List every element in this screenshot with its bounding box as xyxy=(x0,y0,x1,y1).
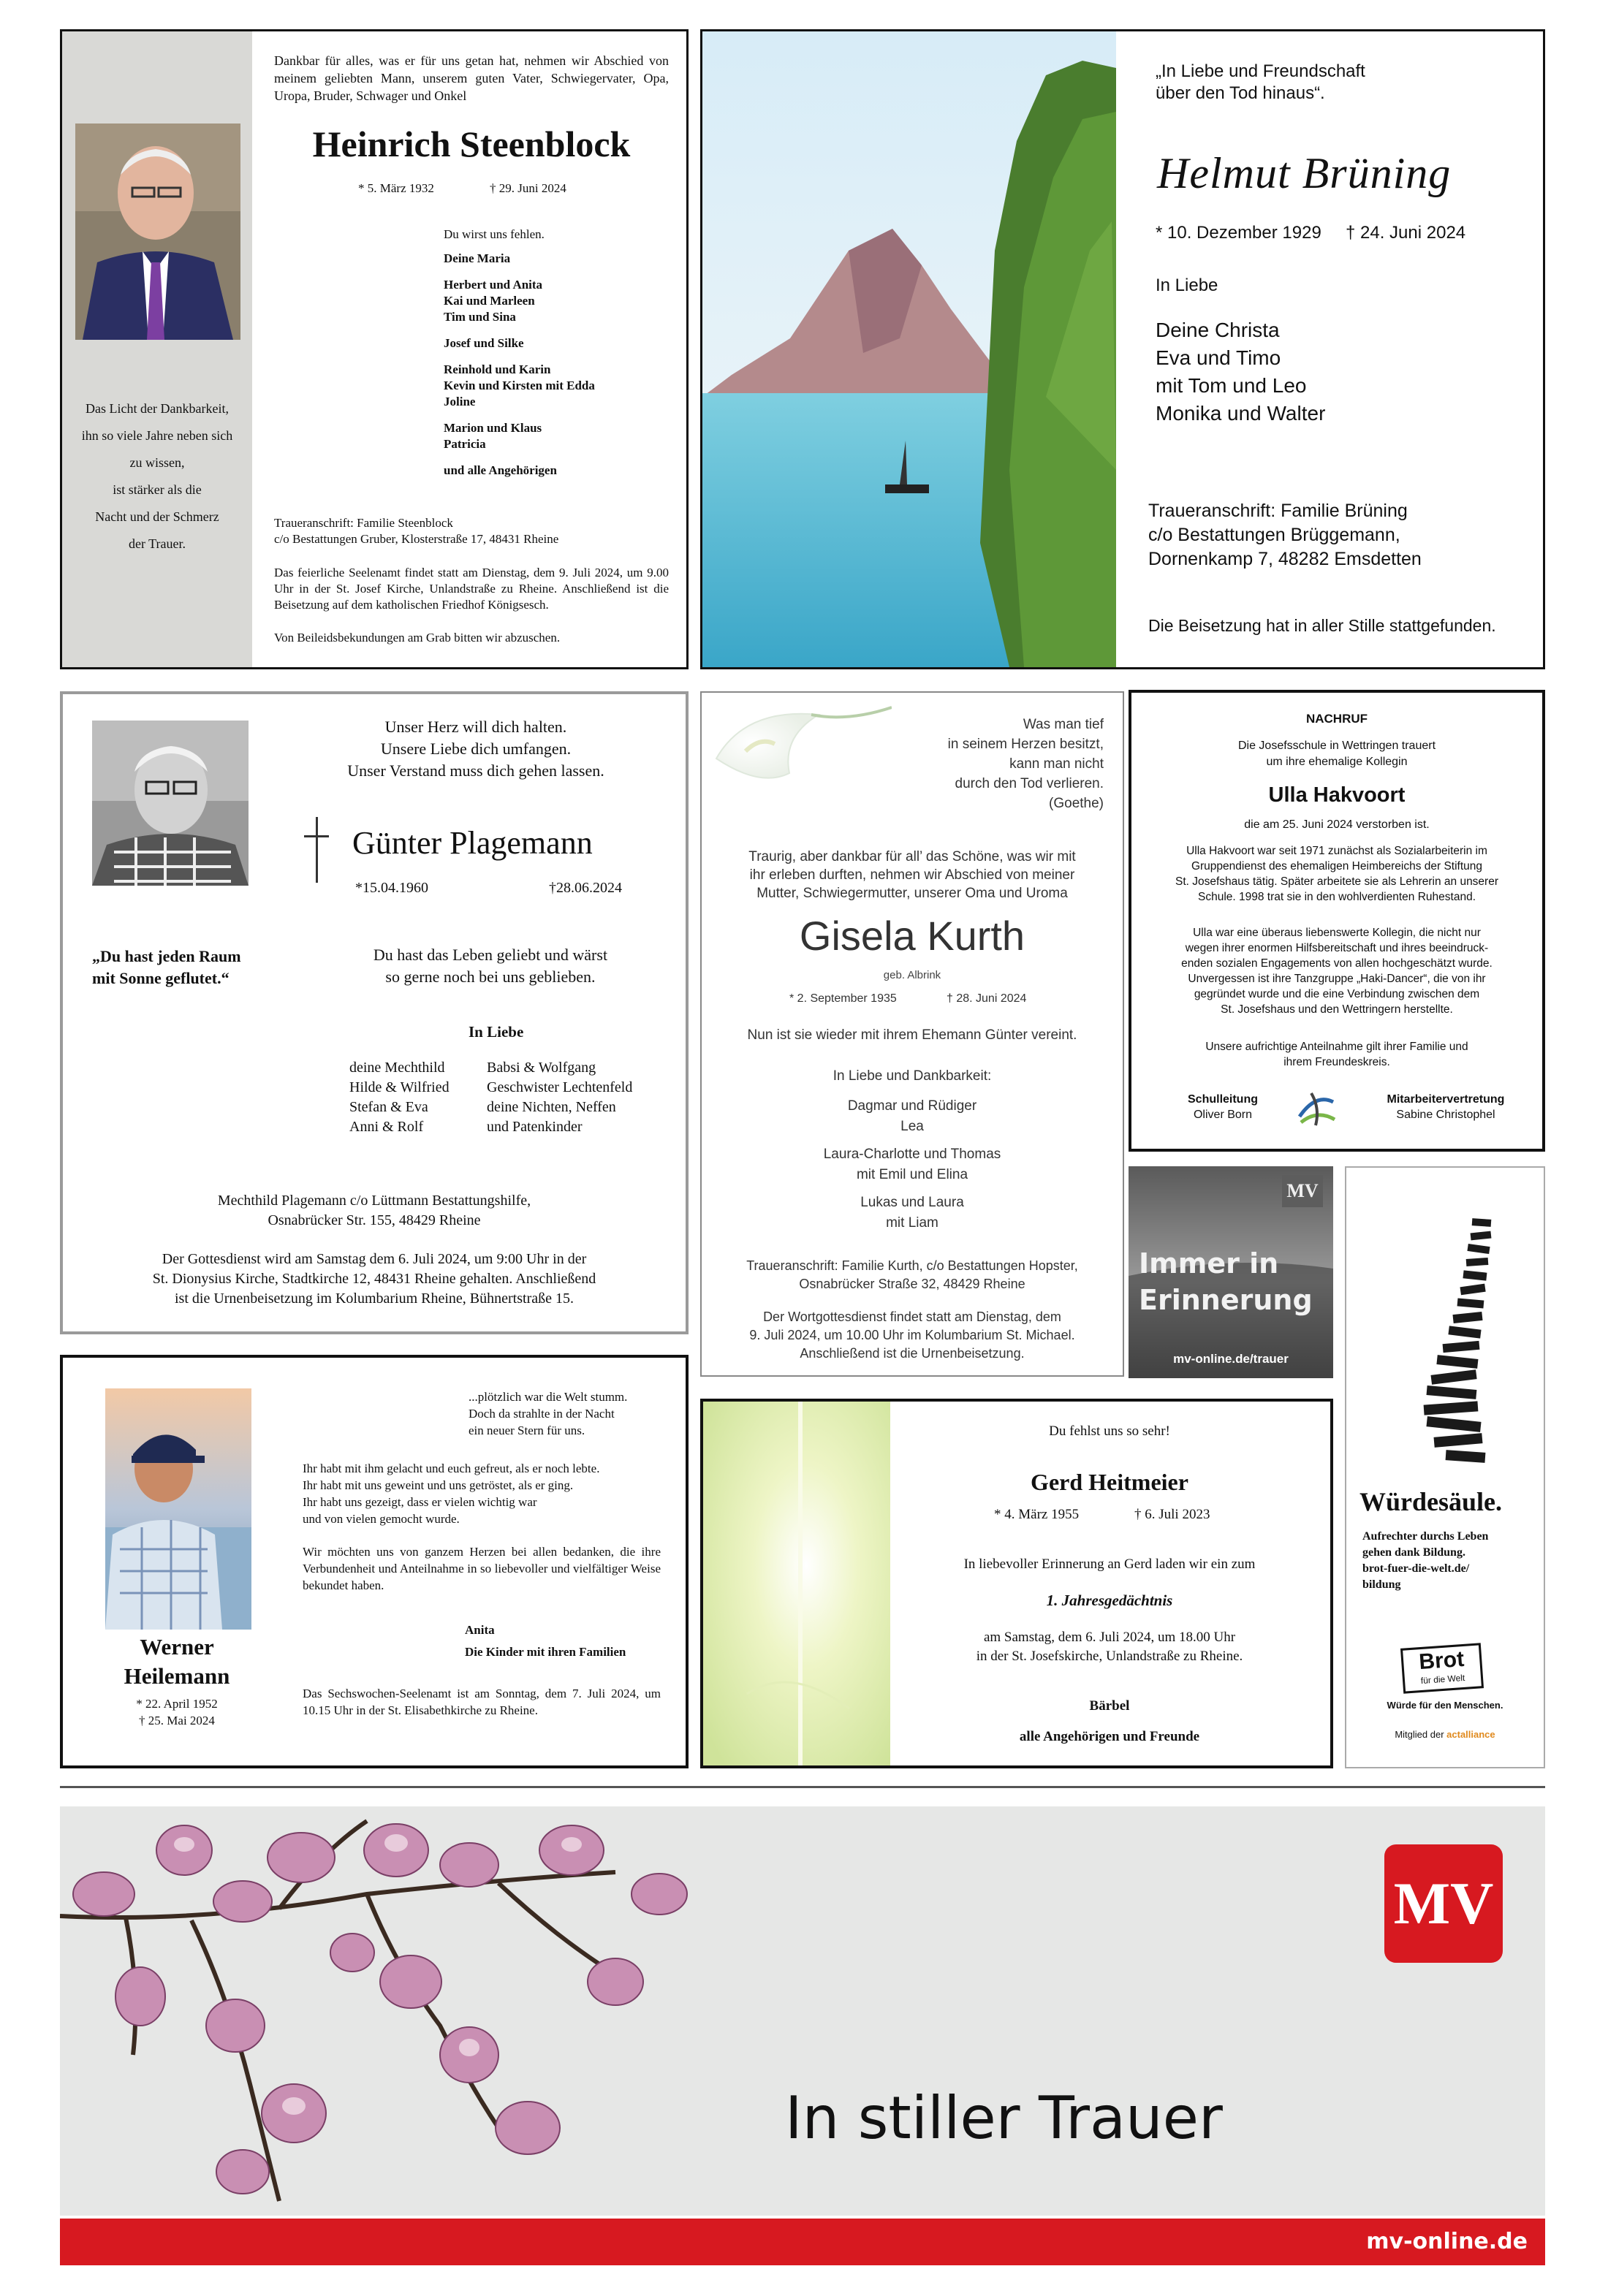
verse-line: Unser Herz will dich halten. xyxy=(384,718,567,736)
quote-line: „In Liebe und Freundschaft xyxy=(1156,61,1365,81)
birth-name: geb. Albrink xyxy=(883,969,941,981)
paragraph-line: gegründet wurde und die eine Verbindung zwischen dem xyxy=(1194,988,1480,1000)
family-item: deine Mechthild xyxy=(349,1060,445,1076)
actalliance-text: actalliance xyxy=(1446,1729,1495,1740)
paragraph-line: Schule. 1998 trat sie in den wohlverdienten Ruhestand. xyxy=(1198,891,1476,903)
deceased-name: Ulla Hakvoort xyxy=(1268,783,1406,807)
side-quote xyxy=(92,946,241,989)
death-date: † 29. Juni 2024 xyxy=(490,181,566,195)
quote xyxy=(1156,61,1365,104)
family-item: Monika und Walter xyxy=(1156,402,1326,425)
obituary-heitmeier xyxy=(700,1399,1333,1768)
paragraph-line: ihrem Freundeskreis. xyxy=(1283,1056,1390,1068)
obituary-hakvoort xyxy=(1129,690,1545,1152)
mv-trauer-promo[interactable] xyxy=(1129,1166,1333,1378)
family-item: Stefan & Eva xyxy=(349,1099,428,1115)
family-item: mit Tom und Leo xyxy=(1156,374,1307,397)
signature-2 xyxy=(1358,1092,1533,1122)
family-item: Anni & Rolf xyxy=(349,1119,424,1135)
family-item: Hilde & Wilfried xyxy=(349,1079,450,1095)
death-date: † 6. Juli 2023 xyxy=(1134,1507,1210,1522)
thanks-line: In Liebe und Dankbarkeit: xyxy=(833,1068,992,1084)
mv-logo: MV xyxy=(1384,1844,1503,1963)
light-photo xyxy=(703,1402,890,1765)
side-quote xyxy=(62,395,252,558)
intro-line: Mutter, Schwiegermutter, unserer Oma und Uroma xyxy=(756,886,1068,901)
intro-text xyxy=(702,848,1123,902)
member-line xyxy=(1346,1729,1544,1740)
paragraph-3 xyxy=(1131,1039,1542,1070)
quote-line: Das Licht der Dankbarkeit, xyxy=(86,401,229,416)
family-item: Babsi & Wolfgang xyxy=(487,1060,596,1076)
address-line: Dornenkamp 7, 48282 Emsdetten xyxy=(1148,549,1422,569)
family-item: Kevin und Kirsten mit Edda xyxy=(444,379,595,392)
family-item: Kai und Marleen xyxy=(444,294,535,308)
promo-line: Immer in xyxy=(1139,1247,1279,1280)
family-list xyxy=(1156,316,1325,427)
death-date: † 28. Juni 2024 xyxy=(947,992,1027,1005)
text: In liebevoller Erinnerung an Gerd laden wir ein zum xyxy=(963,1556,1256,1572)
promo-line: Erinnerung xyxy=(1139,1284,1313,1316)
address-line: Traueranschrift: Familie Brüning xyxy=(1148,501,1408,521)
signature-title: Mitarbeitervertretung xyxy=(1387,1093,1505,1106)
signature-1 xyxy=(1161,1092,1285,1122)
quote-line: „Du hast jeden Raum xyxy=(92,947,241,965)
signature-line: Bärbel xyxy=(1089,1698,1130,1714)
family-item: Patricia xyxy=(444,437,486,451)
family-item: Lea xyxy=(900,1119,924,1134)
quote-line: Nacht und der Schmerz xyxy=(95,509,219,524)
family-item: Eva und Timo xyxy=(1156,346,1281,369)
family-item: Reinhold und Karin xyxy=(444,362,551,376)
ad-text-line: Aufrechter durchs Leben xyxy=(1362,1530,1489,1543)
text-line: Du hast das Leben geliebt und wärst xyxy=(373,946,608,964)
service-line: 9. Juli 2024, um 10.00 Uhr im Kolumbarium St. Michael. xyxy=(749,1328,1075,1342)
death-date: †28.06.2024 xyxy=(549,880,622,896)
ad-title: Würdesäule. xyxy=(1359,1487,1503,1516)
quote-line: ihn so viele Jahre neben sich xyxy=(81,428,233,443)
address-line: Traueranschrift: Familie Kurth, c/o Bestattungen Hopster, xyxy=(746,1258,1078,1273)
obituary-plagemann xyxy=(60,691,689,1334)
service-line: Anschließend ist die Urnenbeisetzung. xyxy=(800,1346,1025,1361)
family-item: mit Emil und Elina xyxy=(856,1167,968,1182)
miss-line: Du fehlst uns so sehr! xyxy=(1049,1423,1170,1439)
family-item: Laura-Charlotte und Thomas xyxy=(823,1147,1001,1162)
intro-line: Traurig, aber dankbar für all’ das Schöne, was wir mit xyxy=(748,849,1076,864)
footer-bar xyxy=(60,2219,1545,2265)
ad-text xyxy=(1362,1529,1488,1593)
banner-title: In stiller Trauer xyxy=(785,2084,1223,2152)
family-list xyxy=(702,1096,1123,1233)
text-line: so gerne noch bei uns geblieben. xyxy=(385,968,596,986)
verse xyxy=(282,716,670,782)
lily-photo xyxy=(702,693,892,802)
family-item: Josef und Silke xyxy=(444,336,524,350)
ad-text-line[interactable]: brot-fuer-die-welt.de/ xyxy=(1362,1562,1470,1575)
family-item: Marion und Klaus xyxy=(444,421,542,435)
family-item: Herbert und Anita xyxy=(444,278,543,292)
paragraph-line: Unsere aufrichtige Anteilnahme gilt ihrer Familie und xyxy=(1205,1041,1468,1053)
death-line: die am 25. Juni 2024 verstorben ist. xyxy=(1244,818,1430,831)
brot-fuer-die-welt-ad xyxy=(1345,1166,1545,1768)
family-item: mit Liam xyxy=(886,1215,938,1231)
family-list xyxy=(444,251,595,479)
reunited-line: Nun ist sie wieder mit ihrem Ehemann Günter vereint. xyxy=(747,1027,1077,1043)
family-item: Tim und Sina xyxy=(444,310,516,324)
portrait-photo xyxy=(105,1388,251,1630)
intro-line: Die Josefsschule in Wettringen trauert xyxy=(1237,740,1436,752)
signatures xyxy=(465,1619,626,1663)
birth-date: * 5. März 1932 xyxy=(358,181,434,195)
service-text xyxy=(890,1628,1329,1666)
quote-line: zu wissen, xyxy=(129,455,185,470)
service-text xyxy=(63,1250,686,1309)
paragraph-line: wegen ihrer enormen Hilfsbereitschaft und ihres beeindruck- xyxy=(1185,942,1489,954)
family-item: und Patenkinder xyxy=(487,1119,583,1135)
address-line: Mechthild Plagemann c/o Lüttmann Bestattungshilfe, xyxy=(217,1193,531,1209)
verse-line: durch den Tod verlieren. xyxy=(955,776,1104,791)
obituary-bruening xyxy=(700,29,1545,669)
verse xyxy=(877,715,1104,813)
in-liebe: In Liebe xyxy=(1156,275,1218,295)
paragraph-line: Ulla Hakvoort war seit 1971 zunächst als Sozialarbeiterin im xyxy=(1186,845,1487,857)
quote-line: mit Sonne geflutet.“ xyxy=(92,969,230,987)
mourning-address xyxy=(702,1257,1123,1293)
death-date: † 24. Juni 2024 xyxy=(1346,223,1466,243)
paragraph-line: Ihr habt mit ihm gelacht und euch gefreut, als er noch lebte. xyxy=(303,1461,600,1475)
brot-logo xyxy=(1400,1643,1484,1694)
portrait-photo xyxy=(92,721,249,886)
family-item: Joline xyxy=(444,395,476,408)
quote-line: ist stärker als die xyxy=(113,482,202,497)
birth-date: * 22. April 1952 xyxy=(136,1697,218,1711)
paragraph-line: Unvergessen ist ihre Tanzgruppe „Haki-Dancer“, die von ihr xyxy=(1188,973,1486,985)
dates xyxy=(82,1695,272,1729)
verse xyxy=(469,1388,627,1439)
mourning-address xyxy=(1148,499,1422,571)
portrait-photo xyxy=(75,123,240,340)
quote-line: der Trauer. xyxy=(129,536,186,551)
signature-name: Sabine Christophel xyxy=(1396,1109,1495,1121)
quote-line: über den Tod hinaus“. xyxy=(1156,83,1325,103)
brot-logo-subtext: für die Welt xyxy=(1420,1672,1465,1687)
verse-line: Unser Verstand muss dich gehen lassen. xyxy=(347,761,604,780)
paragraph-line: St. Josefshaus tätig. Später arbeitete sie als Lehrerin an unserer xyxy=(1175,875,1498,888)
burial-note: Die Beisetzung hat in aller Stille stattgefunden. xyxy=(1148,616,1496,635)
obituary-kurth xyxy=(700,691,1124,1377)
promo-title xyxy=(1139,1245,1313,1318)
paragraph-line: St. Josefshaus und den Wettringern herstellte. xyxy=(1221,1003,1453,1016)
deceased-name xyxy=(82,1632,272,1691)
paragraph-2: Wir möchten uns von ganzem Herzen bei allen bedanken, die ihre Verbundenheit und Anteilnahme in so liebevoller und vielfältiger Weise bekundet haben. xyxy=(303,1545,661,1592)
school-logo-icon xyxy=(1294,1087,1339,1128)
intro-line: ihr erleben durften, nehmen wir Abschied von meiner xyxy=(749,867,1075,883)
in-stiller-trauer-banner xyxy=(60,1806,1545,2216)
family-col-2 xyxy=(487,1058,632,1137)
service-text: Das Sechswochen-Seelenamt ist am Sonntag, dem 7. Juli 2024, um 10.15 Uhr in der St. Elisabethkirche zu Rheine. xyxy=(303,1687,661,1717)
service-line: Der Wortgottesdienst findet statt am Dienstag, dem xyxy=(763,1309,1061,1324)
family-item: Dagmar und Rüdiger xyxy=(847,1098,977,1114)
verse-line: Unsere Liebe dich umfangen. xyxy=(380,740,572,758)
signature-line: alle Angehörigen und Freunde xyxy=(1019,1729,1200,1744)
intro-line: um ihre ehemalige Kollegin xyxy=(1266,756,1408,768)
verse-line: kann man nicht xyxy=(1009,756,1104,772)
obituary-heilemann xyxy=(60,1355,689,1768)
family-item: Geschwister Lechtenfeld xyxy=(487,1079,633,1095)
birth-date: * 4. März 1955 xyxy=(994,1507,1080,1522)
paragraph-line: Gruppendienst des ehemaligen Heimbereichs der Stiftung xyxy=(1191,860,1483,873)
family-item: Lukas und Laura xyxy=(860,1195,964,1210)
verse-line: Doch da strahlte in der Nacht xyxy=(469,1407,615,1421)
verse-line: in seinem Herzen besitzt, xyxy=(947,737,1104,752)
signature-line: Die Kinder mit ihren Familien xyxy=(465,1645,626,1659)
paragraph-1 xyxy=(303,1460,599,1527)
service-line: ist die Urnenbeisetzung im Kolumbarium Rheine, Bühnertstraße 15. xyxy=(175,1290,574,1307)
magnolia-image xyxy=(60,1806,791,2216)
heading: NACHRUF xyxy=(1305,712,1368,726)
deceased-name: Gerd Heitmeier xyxy=(1031,1469,1188,1495)
paragraph-line: enden sozialen Engagements von allen hochgeschätzt wurde. xyxy=(1181,957,1493,970)
family-item: Deine Maria xyxy=(444,251,511,265)
signature-name: Oliver Born xyxy=(1193,1109,1253,1121)
service-line: Der Gottesdienst wird am Samstag dem 6. Juli 2024, um 9:00 Uhr in der xyxy=(162,1251,587,1267)
name-line: Werner xyxy=(140,1634,214,1660)
service-text: Das feierliche Seelenamt findet statt am Dienstag, dem 9. Juli 2024, um 9.00 Uhr in der St. Josef Kirche, Unlandstraße zu Rheine. Anschließend ist die Beisetzung auf dem katholischen Friedhof Königsesch. xyxy=(274,566,669,612)
verse-line: (Goethe) xyxy=(1049,796,1104,811)
signatures xyxy=(890,1691,1329,1752)
section-divider xyxy=(60,1786,1545,1788)
birth-date: *15.04.1960 xyxy=(355,880,428,896)
signature-title: Schulleitung xyxy=(1188,1093,1258,1106)
paragraph-2 xyxy=(1131,925,1542,1017)
mourning-address xyxy=(274,515,558,547)
member-text: Mitglied der xyxy=(1395,1729,1447,1740)
deceased-name: Günter Plagemann xyxy=(352,825,593,861)
mourning-address xyxy=(63,1191,686,1231)
service-line: am Samstag, dem 6. Juli 2024, um 18.00 Uhr xyxy=(983,1630,1236,1645)
mv-logo: MV xyxy=(1282,1175,1323,1207)
in-liebe: In Liebe xyxy=(469,1023,524,1041)
text xyxy=(319,944,662,988)
memorial-line: 1. Jahresgedächtnis xyxy=(1046,1592,1173,1609)
footer-url[interactable]: mv-online.de xyxy=(1366,2229,1528,2254)
column-icon xyxy=(1376,1212,1522,1475)
ad-text-line: gehen dank Bildung. xyxy=(1362,1546,1465,1559)
paragraph-1 xyxy=(1131,843,1542,905)
paragraph-line: Ulla war eine überaus liebenswerte Kollegin, die nicht nur xyxy=(1193,927,1481,939)
birth-date: * 2. September 1935 xyxy=(789,992,897,1005)
family-item: Deine Christa xyxy=(1156,319,1280,341)
family-col-1 xyxy=(349,1058,450,1137)
promo-url[interactable]: mv-online.de/trauer xyxy=(1173,1352,1289,1366)
intro-text xyxy=(1131,738,1542,770)
obituary-steenblock xyxy=(60,29,689,669)
deceased-name: Gisela Kurth xyxy=(799,913,1025,959)
address-line: Osnabrücker Str. 155, 48429 Rheine xyxy=(268,1212,481,1228)
service-text xyxy=(702,1308,1123,1363)
miss-line: Du wirst uns fehlen. xyxy=(444,227,545,241)
deceased-name: Helmut Brüning xyxy=(1157,149,1452,197)
address-line: c/o Bestattungen Gruber, Klosterstraße 17, 48431 Rheine xyxy=(274,532,559,546)
verse-line: ein neuer Stern für uns. xyxy=(469,1423,585,1437)
deceased-name: Heinrich Steenblock xyxy=(312,123,631,164)
family-item: und alle Angehörigen xyxy=(444,463,557,477)
cross-icon xyxy=(304,817,329,883)
family-item: deine Nichten, Neffen xyxy=(487,1099,616,1115)
paragraph-line: Ihr habt mit uns geweint und uns getröstet, als er ging. xyxy=(303,1478,574,1492)
address-line: Osnabrücker Straße 32, 48429 Rheine xyxy=(799,1277,1025,1291)
verse-line: Was man tief xyxy=(1023,717,1104,732)
service-line: St. Dionysius Kirche, Stadtkirche 12, 48431 Rheine gehalten. Anschließend xyxy=(152,1271,596,1287)
address-line: Traueranschrift: Familie Steenblock xyxy=(274,516,453,530)
brot-logo-text: Brot xyxy=(1418,1646,1465,1675)
paragraph-line: und von vielen gemocht wurde. xyxy=(303,1512,460,1526)
name-line: Heilemann xyxy=(124,1663,230,1689)
paragraph-line: Ihr habt uns gezeigt, dass er vielen wichtig war xyxy=(303,1495,537,1509)
intro-text: Dankbar für alles, was er für uns getan hat, nehmen wir Abschied von meinem geliebten Mann, unserem guten Vater, Schwiegervater, Opa, Uropa, Bruder, Schwager und Onkel xyxy=(274,53,669,103)
verse-line: ...plötzlich war die Welt stumm. xyxy=(469,1390,628,1404)
slogan: Würde für den Menschen. xyxy=(1387,1700,1503,1711)
death-date: † 25. Mai 2024 xyxy=(139,1714,215,1727)
service-line: in der St. Josefskirche, Unlandstraße zu Rheine. xyxy=(976,1649,1243,1664)
birth-date: * 10. Dezember 1929 xyxy=(1156,223,1321,243)
condolence-note: Von Beileidsbekundungen am Grab bitten wir abzuschen. xyxy=(274,631,561,645)
lake-photo xyxy=(702,31,1116,667)
ad-text-line[interactable]: bildung xyxy=(1362,1578,1401,1591)
address-line: c/o Bestattungen Brüggemann, xyxy=(1148,525,1400,545)
signature-line: Anita xyxy=(465,1623,495,1637)
